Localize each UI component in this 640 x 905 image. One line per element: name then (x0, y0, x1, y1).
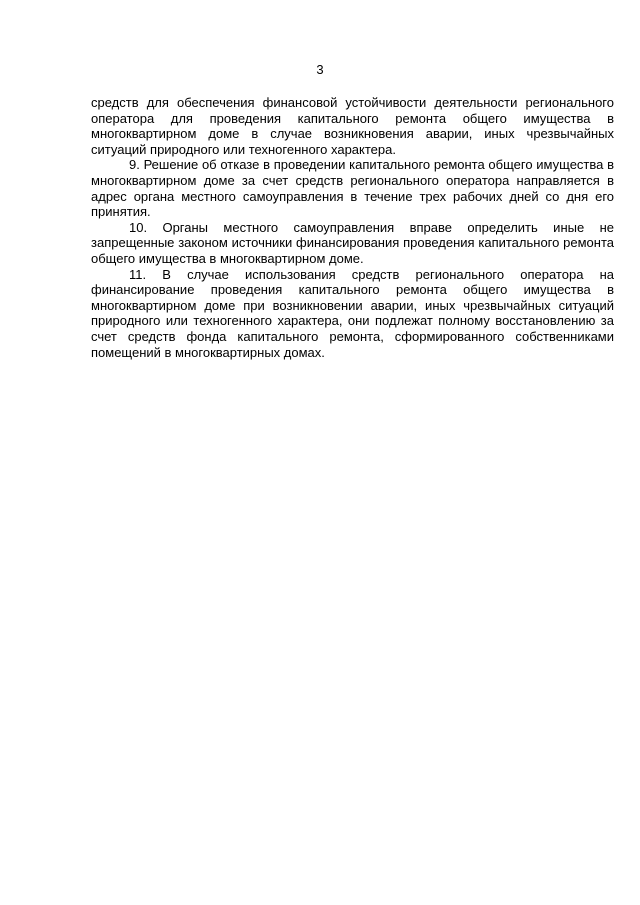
paragraph-item-9: 9. Решение об отказе в проведении капитального ремонта общего имущества в многоквартирном доме за счет средств регионального оператора направляется в адрес органа местного самоуправления в течение трех рабочих дней со дня его принятия. (91, 157, 614, 220)
paragraph-item-10: 10. Органы местного самоуправления вправе определить иные не запрещенные законом источники финансирования проведения капитального ремонта общего имущества в многоквартирном доме. (91, 219, 614, 266)
paragraph-continuation: средств для обеспечения финансовой устойчивости деятельности регионального оператора для проведения капитального ремонта общего имущества в многоквартирном доме в случае возникновения аварии, иных чрезвычайных ситуаций природного или техногенного характера. (91, 95, 614, 157)
page-number: 3 (316, 62, 324, 77)
paragraph-item-11: 11. В случае использования средств регионального оператора на финансирование проведения капитального ремонта общего имущества в многоквартирном доме при возникновении аварии, иных чрезвычайных ситуаций природного или техногенного характера, они подлежат полному восстановлению за счет средств фонда капитального ремонта, сформированного собственниками помещений в многоквартирных домах. (91, 266, 614, 360)
document-body (91, 95, 614, 360)
